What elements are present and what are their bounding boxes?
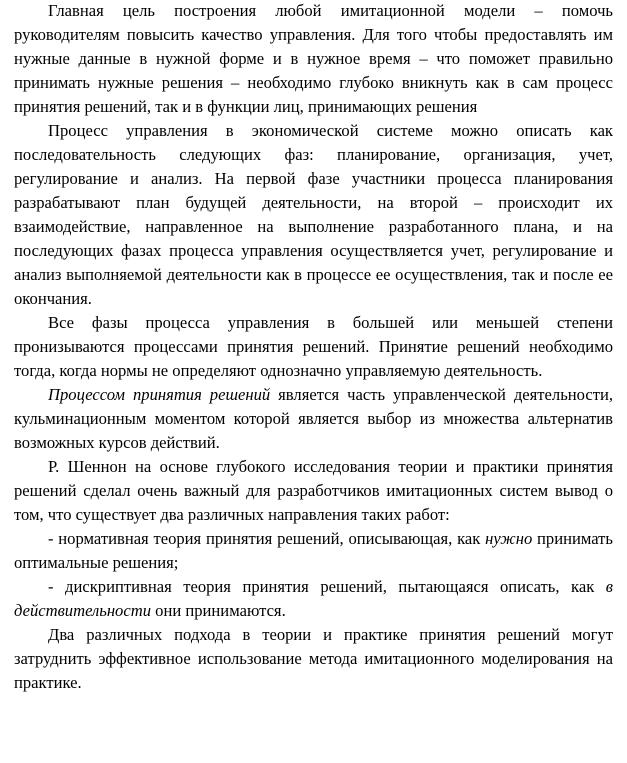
emphasis-should: нужно — [485, 529, 533, 548]
paragraph-text: принимать оптимальные решения; — [14, 529, 614, 572]
paragraph-goal — [14, 0, 613, 119]
paragraph-text: Процесс управления в экономической системе можно описать как последовательность следующих фаз: планирование, организация, учет, регулирование и анализ. На первой фазе участники процесса планирования разрабатывают план будущей деятельности, на второй – происходит их взаимодействие, направленное на выполнение разработанного плана, и на последующих фазах процесса управления осуществляется учет, регулирование и анализ выполняемой деятельности как в процессе ее осуществления, так и после ее окончания. — [14, 121, 613, 308]
paragraph-text: Все фазы процесса управления в большей или меньшей степени пронизываются процессами принятия решений. Принятие решений необходимо тогда, когда нормы не определяют однозначно управляемую деятельность. — [14, 313, 613, 380]
paragraph-shannon — [14, 455, 613, 527]
emphasis-in-reality: в действительности — [14, 577, 613, 620]
paragraph-text: является часть управленческой деятельности, кульминационным моментом которой является выбор из множества альтернатив возможных курсов действий. — [14, 385, 613, 452]
paragraph-text: Главная цель построения любой имитационной модели – помочь руководителям повысить качество управления. Для того чтобы предоставлять им нужные данные в нужной форме и в нужное время – что поможет правильно принимать нужные решения – необходимо глубоко вникнуть как в сам процесс принятия решений, так и в функции лиц, принимающих решения — [14, 1, 613, 116]
term-decision-process: Процессом принятия решений — [48, 385, 271, 404]
paragraph-conclusion — [14, 623, 613, 695]
list-item-descriptive-theory — [14, 575, 613, 623]
paragraph-text: Два различных подхода в теории и практике принятия решений могут затруднить эффективное использование метода имитационного моделирования на практике. — [14, 625, 613, 692]
list-item-normative-theory — [14, 527, 613, 575]
paragraph-management-process — [14, 119, 613, 311]
paragraph-decision-phases — [14, 311, 613, 383]
paragraph-text: Р. Шеннон на основе глубокого исследования теории и практики принятия решений сделал очень важный для разработчиков имитационных систем вывод о том, что существует два различных направления таких работ: — [14, 457, 613, 524]
paragraph-text: они принимаются. — [151, 601, 286, 620]
paragraph-text: - нормативная теория принятия решений, описывающая, как — [48, 529, 486, 548]
paragraph-text: - дискриптивная теория принятия решений, пытающаяся описать, как — [48, 577, 606, 596]
paragraph-decision-definition — [14, 383, 613, 455]
